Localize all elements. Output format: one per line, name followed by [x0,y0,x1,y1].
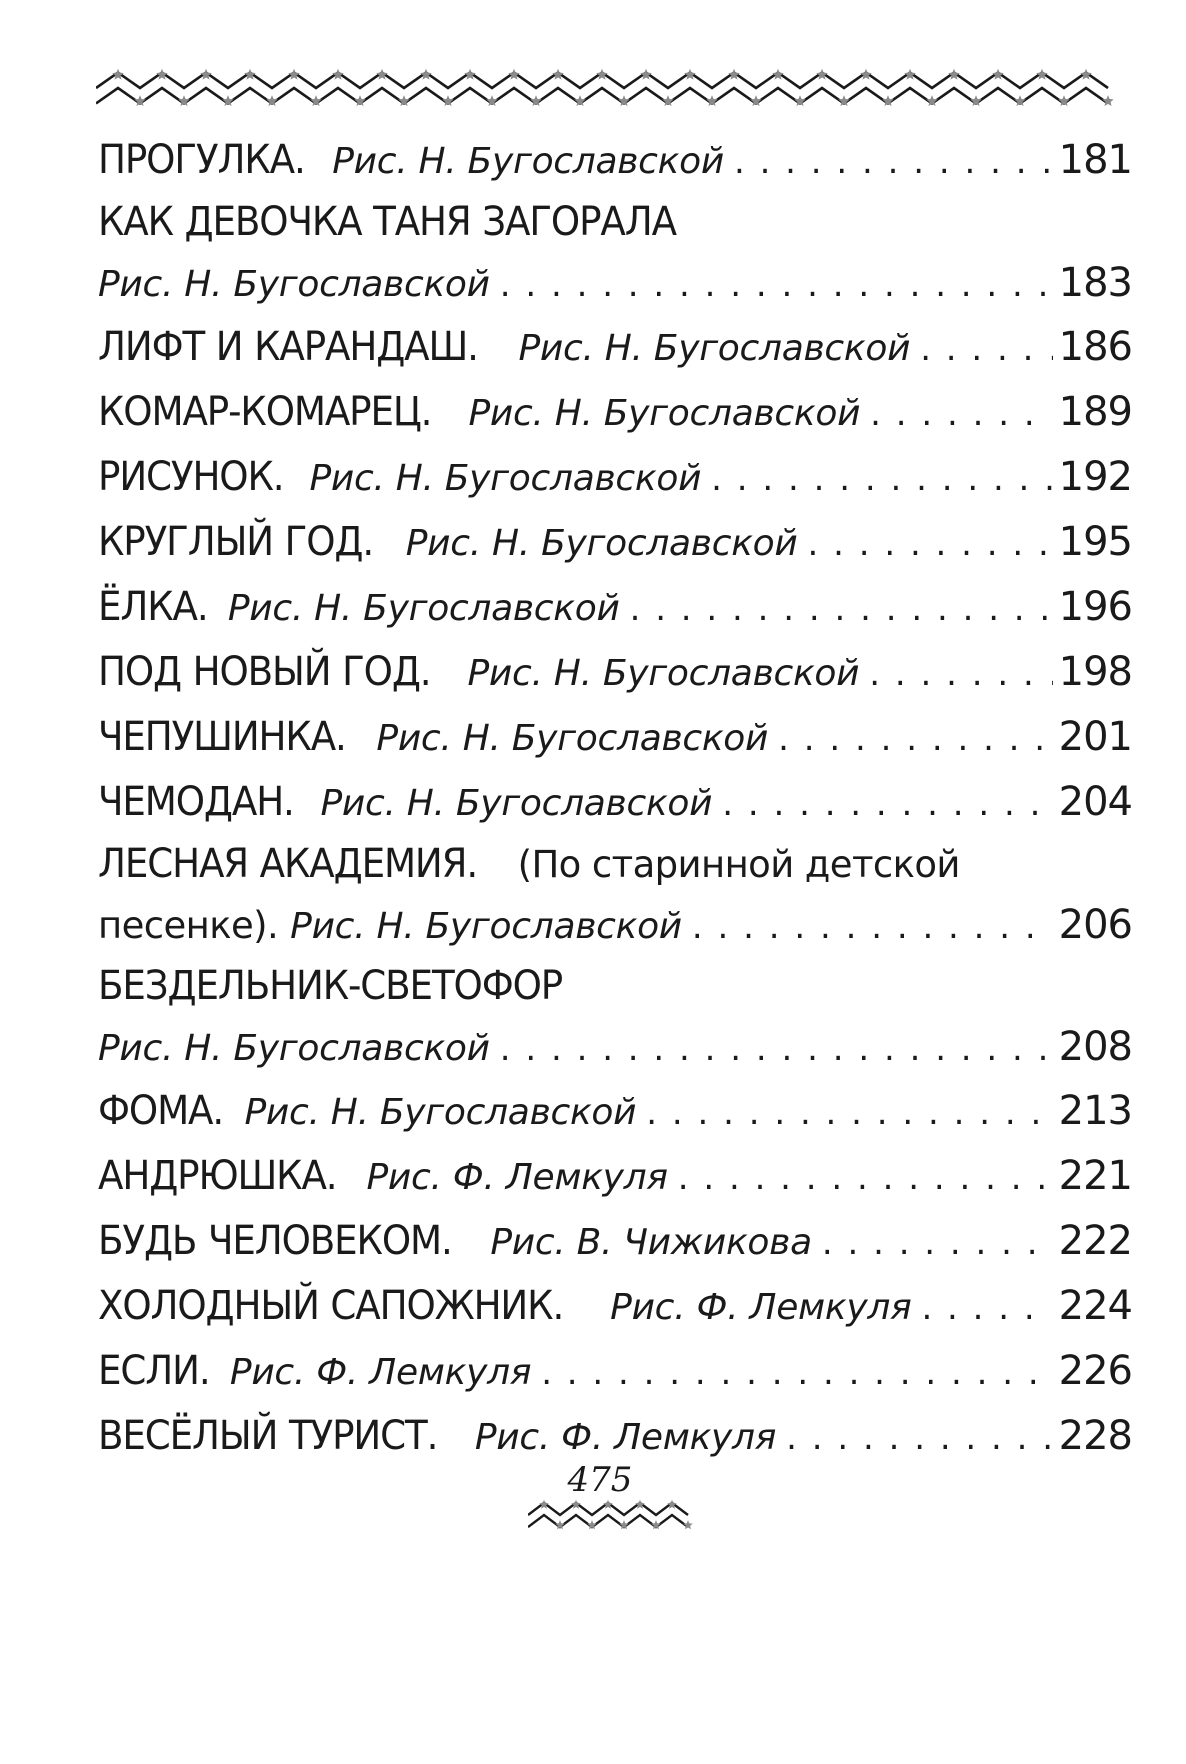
star-icon [635,1500,645,1509]
leader-dots [678,1146,1053,1211]
star-icon [603,1500,613,1509]
leader-dots [541,1341,1052,1406]
leader-dots [711,447,1052,512]
entry-page: 204 [1058,779,1132,825]
star-icon [667,1500,677,1509]
entry-title: ЧЕМОДАН. [98,779,294,825]
leader-dots [869,642,1052,707]
entry-title: ФОМА. [98,1088,224,1134]
star-icon [948,69,959,80]
leader-dots [921,1276,1052,1341]
star-icon [244,69,255,80]
entry-credit: Рис. Н. Бугославской [467,653,860,694]
entry-credit: Рис. Н. Бугославской [376,718,769,759]
toc-entry[interactable] [98,957,1132,1079]
star-icon [376,69,387,80]
entry-title: КОМАР-КОМАРЕЦ. [98,389,432,435]
entry-page: 192 [1058,454,1132,500]
leader-dots [870,382,1052,447]
star-icon [552,69,563,80]
entry-page: 189 [1058,389,1132,435]
toc-entry[interactable] [98,380,1132,445]
entry-title: ЧЕПУШИНКА. [98,714,346,760]
entry-page: 206 [1058,902,1132,948]
star-icon [508,69,519,80]
toc-entry[interactable] [98,1339,1132,1404]
entry-title: КРУГЛЫЙ ГОД. [98,519,374,565]
entry-title: ЛЕСНАЯ АКАДЕМИЯ. [98,841,478,887]
entry-credit: Рис. Н. Бугославской [98,264,490,305]
toc-entry[interactable] [98,315,1132,380]
star-icon [539,1500,549,1509]
entry-title: БЕЗДЕЛЬНИК-СВЕТОФОР [98,963,563,1009]
toc-entry[interactable] [98,705,1132,770]
star-icon [420,69,431,80]
entry-title: КАК ДЕВОЧКА ТАНЯ ЗАГОРАЛА [98,199,676,245]
entry-title: ПРОГУЛКА. [98,137,305,183]
star-icon [571,1500,581,1509]
star-icon [464,69,475,80]
leader-dots [786,1406,1053,1471]
entry-credit: Рис. Н. Бугославской [405,523,798,564]
entry-credit: Рис. Н. Бугославской [227,588,620,629]
entry-page: 201 [1058,714,1132,760]
entry-page: 183 [1058,260,1132,306]
entry-credit: Рис. Н. Бугославской [320,783,713,824]
star-icon [112,69,123,80]
star-icon [992,69,1003,80]
star-icon [640,69,651,80]
entry-credit: Рис. Ф. Лемкуля [229,1352,532,1393]
leader-dots [734,130,1053,195]
entry-credit: Рис. Н. Бугославской [290,906,682,947]
entry-page: 195 [1058,519,1132,565]
star-icon [904,69,915,80]
entry-credit: Рис. Н. Бугославской [468,393,861,434]
entry-credit: Рис. Н. Бугославской [244,1092,637,1133]
toc-entry[interactable] [98,1144,1132,1209]
star-icon [200,69,211,80]
entry-title: АНДРЮШКА. [98,1153,337,1199]
bottom-ornament-border [528,1498,698,1532]
leader-dots [822,1211,1053,1276]
entry-page: 198 [1058,649,1132,695]
star-icon [772,69,783,80]
entry-credit: Рис. Ф. Лемкуля [366,1157,668,1198]
leader-dots [646,1081,1052,1146]
star-icon [156,69,167,80]
entry-page: 186 [1058,324,1132,370]
entry-page: 221 [1058,1153,1132,1199]
entry-title: ПОД НОВЫЙ ГОД. [98,649,431,695]
entry-credit: Рис. Ф. Лемкуля [474,1417,777,1458]
entry-title: БУДЬ ЧЕЛОВЕКОМ. [98,1218,452,1264]
entry-title: ЛИФТ И КАРАНДАШ. [98,324,478,370]
entry-page: 181 [1058,137,1132,183]
entry-title: ЕСЛИ. [98,1348,210,1394]
leader-dots [692,895,1053,959]
entry-title: ХОЛОДНЫЙ САПОЖНИК. [98,1283,564,1329]
leader-dots [500,253,1053,317]
entry-page: 222 [1058,1218,1132,1264]
entry-page: 226 [1058,1348,1132,1394]
toc-entry[interactable] [98,640,1132,705]
star-icon [1080,69,1091,80]
toc-entry[interactable] [98,128,1132,193]
leader-dots [500,1017,1053,1081]
star-icon [1036,69,1047,80]
entry-title: РИСУНОК. [98,454,284,500]
toc-entry[interactable] [98,770,1132,835]
star-icon [332,69,343,80]
star-icon [683,1520,693,1529]
leader-dots [807,512,1052,577]
entry-credit: Рис. Н. Бугославской [98,1028,490,1069]
toc-entry[interactable] [98,575,1132,640]
toc-entry[interactable] [98,193,1132,315]
entry-credit: Рис. В. Чижикова [490,1222,812,1263]
toc-entry[interactable] [98,1274,1132,1339]
entry-credit: Рис. Н. Бугославской [518,328,911,369]
star-icon [1102,95,1113,106]
entry-page: 224 [1058,1283,1132,1329]
leader-dots [630,577,1053,642]
entry-page: 228 [1058,1413,1132,1459]
toc-entry[interactable] [98,445,1132,510]
entry-note-continued: песенке). [98,904,279,947]
star-icon [728,69,739,80]
entry-page: 213 [1058,1088,1132,1134]
leader-dots [778,707,1053,772]
entry-note: (По старинной детской [517,843,960,886]
star-icon [816,69,827,80]
entry-page: 196 [1058,584,1132,630]
toc-entry[interactable] [98,1209,1132,1274]
star-icon [684,69,695,80]
zigzag-line [528,1515,688,1527]
star-icon [596,69,607,80]
table-of-contents [98,128,1132,1469]
leader-dots [920,317,1052,382]
top-ornament-border [96,66,1120,110]
zigzag-line [96,88,1108,103]
entry-title: ВЕСЁЛЫЙ ТУРИСТ. [98,1413,438,1459]
page-number: 475 [567,1460,633,1500]
entry-title: ЁЛКА. [98,584,208,630]
entry-page: 208 [1058,1024,1132,1070]
toc-entry[interactable] [98,1079,1132,1144]
star-icon [288,69,299,80]
leader-dots [722,772,1052,837]
entry-credit: Рис. Ф. Лемкуля [610,1287,912,1328]
toc-entry[interactable] [98,510,1132,575]
toc-entry[interactable] [98,835,1132,957]
star-icon [860,69,871,80]
entry-credit: Рис. Н. Бугославской [309,458,702,499]
entry-credit: Рис. Н. Бугославской [332,141,724,182]
